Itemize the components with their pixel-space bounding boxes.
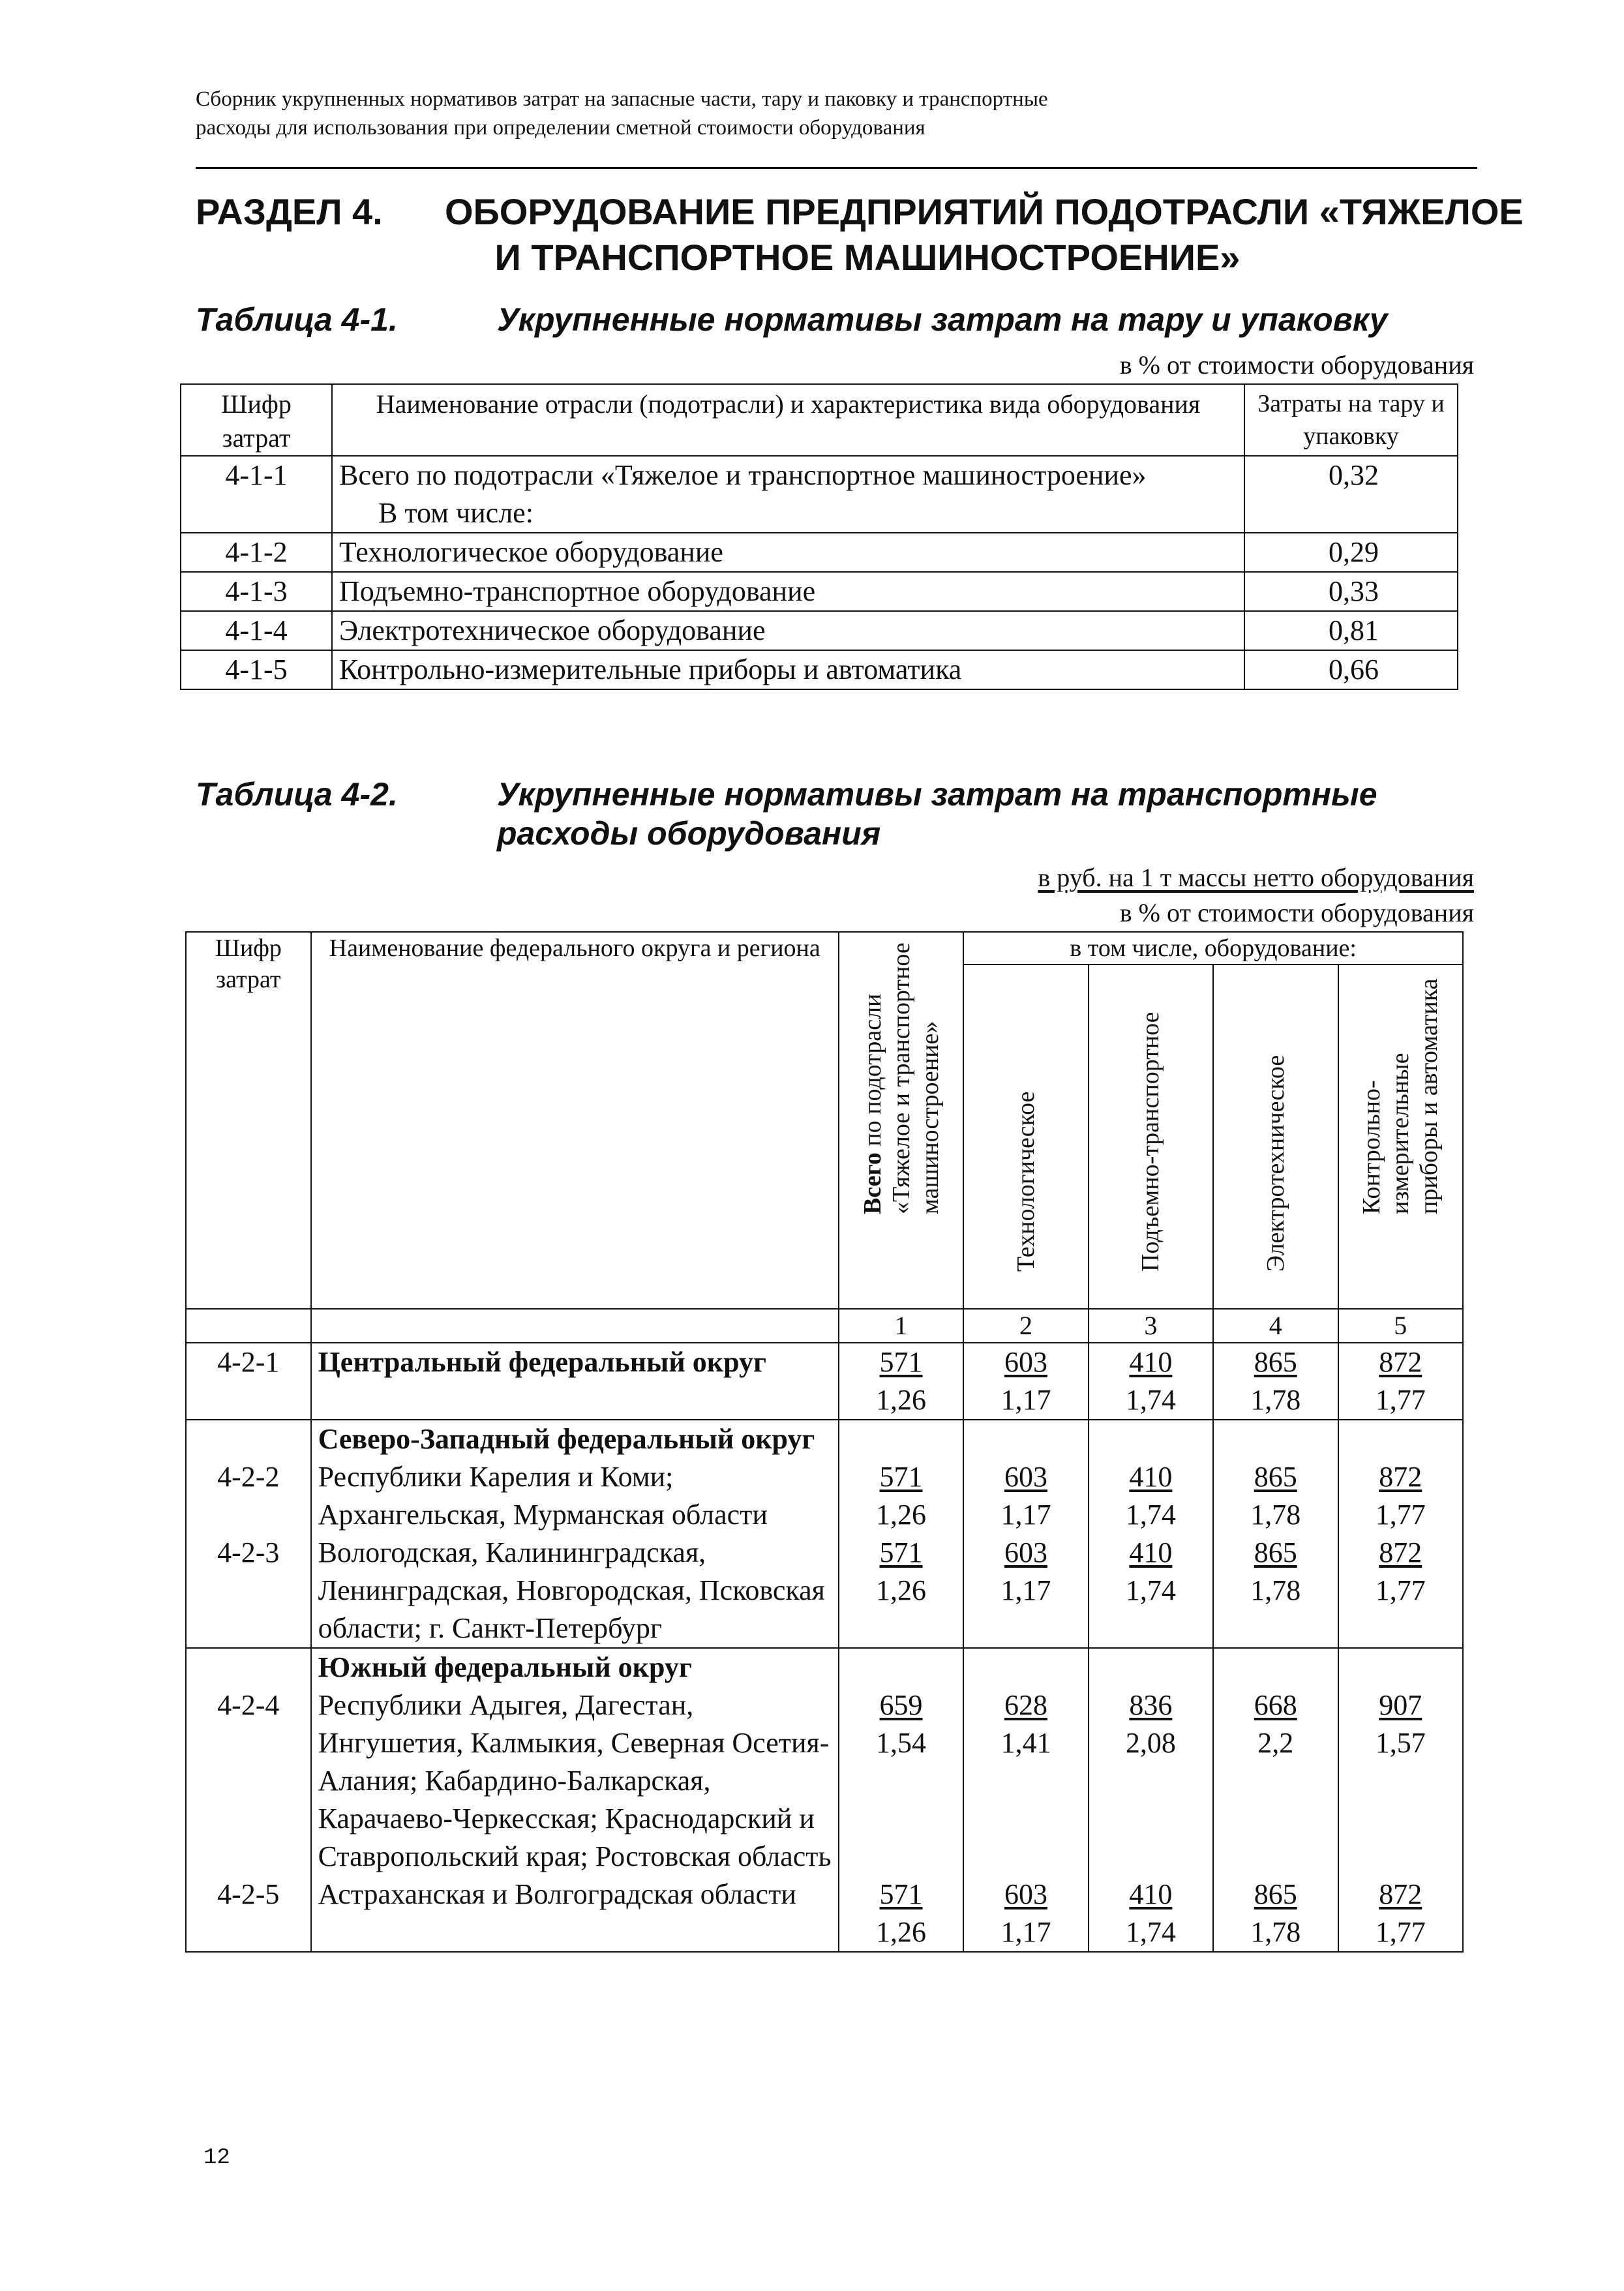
- value-percent: 1,41: [1000, 1727, 1051, 1759]
- header-col-line: приборы и автоматика: [1415, 978, 1443, 1214]
- table-row: [186, 1343, 1463, 1420]
- value-rub: 571: [879, 1536, 923, 1568]
- table1-unit: в % от стоимости оборудования: [1119, 350, 1474, 380]
- value-rub: 410: [1129, 1536, 1173, 1568]
- column-index-row: [186, 1309, 1463, 1343]
- cell-name: Подъемно-транспортное оборудование: [332, 572, 1244, 611]
- cell-value: 0,66: [1244, 650, 1458, 689]
- cell-lifting: [1089, 1534, 1213, 1648]
- blank-cell: [963, 1420, 1088, 1458]
- blank-cell: [963, 1648, 1088, 1686]
- value-rub: 836: [1129, 1689, 1173, 1721]
- value-rub: 659: [879, 1689, 923, 1721]
- value-rub: 865: [1254, 1346, 1297, 1378]
- value-percent: 1,78: [1250, 1916, 1301, 1948]
- header-total: [839, 932, 963, 1309]
- table-4-1: [180, 383, 1458, 690]
- cell-code: 4-1-5: [181, 650, 332, 689]
- table-row: [186, 1876, 1463, 1952]
- blank-cell: [1338, 1648, 1464, 1686]
- table-row: [186, 1458, 1463, 1534]
- header-value: Затраты на тару и упаковку: [1244, 384, 1458, 456]
- cell-electro: [1213, 1876, 1338, 1952]
- value-percent: 1,77: [1375, 1499, 1426, 1531]
- table-row: [181, 572, 1458, 611]
- cell-code: 4-2-3: [186, 1534, 311, 1648]
- value-percent: 1,74: [1125, 1499, 1176, 1531]
- value-rub: 872: [1379, 1461, 1422, 1493]
- blank-cell: [839, 1420, 963, 1458]
- cell-total: [839, 1876, 963, 1952]
- cell-electro: [1213, 1343, 1338, 1420]
- header-code: Шифр затрат: [186, 932, 311, 1309]
- value-percent: 1,74: [1125, 1916, 1176, 1948]
- cell-technological: [963, 1458, 1088, 1534]
- row-note: В том числе:: [378, 497, 534, 529]
- blank-cell: [1213, 1420, 1338, 1458]
- blank-cell: [1089, 1420, 1213, 1458]
- cell-district: Центральный федеральный округ: [311, 1343, 839, 1420]
- cell-electro: [1213, 1686, 1338, 1876]
- table2-caption: [196, 775, 1474, 853]
- cell-total: [839, 1686, 963, 1876]
- table-title-line: Укрупненные нормативы затрат на транспортные: [497, 776, 1377, 813]
- group-heading: Северо-Западный федеральный округ: [311, 1420, 839, 1458]
- cell-technological: [963, 1343, 1088, 1420]
- group-heading-row: [186, 1648, 1463, 1686]
- header-total-line: машиностроение»: [916, 1021, 944, 1214]
- cell-lifting: [1089, 1343, 1213, 1420]
- value-percent: 1,26: [876, 1384, 927, 1416]
- value-rub: 571: [879, 1878, 923, 1910]
- group-heading: Южный федеральный округ: [311, 1648, 839, 1686]
- cell-region: Астраханская и Волгоградская области: [311, 1876, 839, 1952]
- table-title: Укрупненные нормативы затрат на тару и упаковку: [497, 301, 1388, 338]
- value-rub: 865: [1254, 1461, 1297, 1493]
- cell-code: 4-2-1: [186, 1343, 311, 1420]
- blank-cell: [186, 1309, 311, 1343]
- table-title: [497, 775, 1475, 853]
- cell-code: 4-2-4: [186, 1686, 311, 1876]
- header-total-text: [858, 942, 944, 1214]
- blank-cell: [1089, 1648, 1213, 1686]
- value-percent: 1,77: [1375, 1574, 1426, 1606]
- cell-technological: [963, 1686, 1088, 1876]
- blank-cell: [311, 1309, 839, 1343]
- running-header-line: расходы для использования при определении сметной стоимости оборудования: [196, 116, 925, 140]
- value-percent: 1,17: [1000, 1384, 1051, 1416]
- value-rub: 410: [1129, 1346, 1173, 1378]
- cell-instrument: [1338, 1876, 1464, 1952]
- group-heading-row: [186, 1420, 1463, 1458]
- table-header-row: [181, 384, 1458, 456]
- value-rub: 603: [1004, 1346, 1047, 1378]
- cell-lifting: [1089, 1458, 1213, 1534]
- section-title-line: И ТРАНСПОРТНОЕ МАШИНОСТРОЕНИЕ»: [494, 237, 1241, 278]
- table-label: Таблица 4-2.: [196, 776, 398, 813]
- cell-lifting: [1089, 1686, 1213, 1876]
- value-rub: 907: [1379, 1689, 1422, 1721]
- header-divider: [196, 167, 1477, 169]
- header-including: в том числе, оборудование:: [963, 932, 1463, 965]
- value-percent: 1,26: [876, 1574, 927, 1606]
- value-rub: 668: [1254, 1689, 1297, 1721]
- value-percent: 1,74: [1125, 1574, 1176, 1606]
- value-rub: 865: [1254, 1536, 1297, 1568]
- cell-value: 0,33: [1244, 572, 1458, 611]
- value-percent: 1,78: [1250, 1499, 1301, 1531]
- value-percent: 1,78: [1250, 1574, 1301, 1606]
- cell-code: 4-2-5: [186, 1876, 311, 1952]
- cell-code: 4-1-2: [181, 533, 332, 572]
- cell-value: 0,29: [1244, 533, 1458, 572]
- cell-region: Вологодская, Калининградская, Ленинградская, Новгородская, Псковская области; г. Санкт-Петербург: [311, 1534, 839, 1648]
- value-percent: 1,26: [876, 1916, 927, 1948]
- row-name: Всего по подотрасли «Тяжелое и транспортное машиностроение»: [339, 459, 1147, 491]
- header-name: Наименование отрасли (подотрасли) и характеристика вида оборудования: [332, 384, 1244, 456]
- blank-cell: [839, 1648, 963, 1686]
- table1-caption: [196, 300, 1474, 339]
- header-electrotechnical: [1213, 965, 1338, 1309]
- header-total-line: «Тяжелое и транспортное: [887, 942, 915, 1214]
- table-4-2: [185, 931, 1464, 1953]
- header-total-rest: по подотрасли: [858, 993, 886, 1153]
- cell-name: [332, 456, 1244, 533]
- section-number: РАЗДЕЛ 4.: [196, 191, 383, 232]
- value-percent: 1,17: [1000, 1574, 1051, 1606]
- value-rub: 571: [879, 1346, 923, 1378]
- cell-instrument: [1338, 1343, 1464, 1420]
- value-rub: 603: [1004, 1461, 1047, 1493]
- header-technological: [963, 965, 1088, 1309]
- value-percent: 2,2: [1257, 1727, 1294, 1759]
- table-row: [181, 611, 1458, 650]
- table-row: [186, 1534, 1463, 1648]
- page-number: 12: [203, 2146, 230, 2170]
- value-percent: 1,17: [1000, 1499, 1051, 1531]
- cell-code: 4-1-4: [181, 611, 332, 650]
- cell-instrument: [1338, 1686, 1464, 1876]
- value-percent: 1,74: [1125, 1384, 1176, 1416]
- value-percent: 1,77: [1375, 1916, 1426, 1948]
- cell-region: Республики Карелия и Коми; Архангельская, Мурманская области: [311, 1458, 839, 1534]
- blank-cell: [1338, 1420, 1464, 1458]
- table-header-row: [186, 932, 1463, 965]
- table-row: [181, 456, 1458, 533]
- header-instrumentation: [1338, 965, 1464, 1309]
- value-percent: 1,77: [1375, 1384, 1426, 1416]
- cell-region: Республики Адыгея, Дагестан, Ингушетия, Калмыкия, Северная Осетия-Алания; Кабардино-Балкарская, Карачаево-Черкесская; Краснодарский и Ставропольский края; Ростовская область: [311, 1686, 839, 1876]
- value-percent: 1,17: [1000, 1916, 1051, 1948]
- cell-code: 4-1-1: [181, 456, 332, 533]
- header-col-text: [1357, 979, 1443, 1214]
- value-rub: 410: [1129, 1461, 1173, 1493]
- value-rub: 865: [1254, 1878, 1297, 1910]
- cell-name: Контрольно-измерительные приборы и автоматика: [332, 650, 1244, 689]
- value-rub: 603: [1004, 1878, 1047, 1910]
- cell-name: Технологическое оборудование: [332, 533, 1244, 572]
- value-rub: 872: [1379, 1536, 1422, 1568]
- blank-cell: [186, 1420, 311, 1458]
- header-col-line: измерительные: [1387, 1053, 1415, 1214]
- header-lifting-transport: [1089, 965, 1213, 1309]
- header-total-bold: Всего: [858, 1152, 886, 1214]
- table2-unit-percent: в % от стоимости оборудования: [1119, 898, 1474, 927]
- cell-total: [839, 1534, 963, 1648]
- cell-instrument: [1338, 1458, 1464, 1534]
- cell-value: 0,32: [1244, 456, 1458, 533]
- value-percent: 1,78: [1250, 1384, 1301, 1416]
- value-rub: 571: [879, 1461, 923, 1493]
- value-rub: 628: [1004, 1689, 1047, 1721]
- column-index: 1: [839, 1309, 963, 1343]
- column-index: 2: [963, 1309, 1088, 1343]
- cell-lifting: [1089, 1876, 1213, 1952]
- header-code: Шифр затрат: [181, 384, 332, 456]
- value-rub: 872: [1379, 1878, 1422, 1910]
- column-index: 4: [1213, 1309, 1338, 1343]
- cell-instrument: [1338, 1534, 1464, 1648]
- header-col-text: Подъемно-транспортное: [1137, 1011, 1165, 1272]
- blank-cell: [186, 1648, 311, 1686]
- header-col-line: Контрольно-: [1358, 1080, 1386, 1214]
- cell-electro: [1213, 1458, 1338, 1534]
- header-col-text: Электротехническое: [1261, 1055, 1289, 1272]
- cell-technological: [963, 1876, 1088, 1952]
- cell-total: [839, 1458, 963, 1534]
- value-percent: 1,26: [876, 1499, 927, 1531]
- header-col-text: Технологическое: [1012, 1091, 1040, 1272]
- section-title-line: ОБОРУДОВАНИЕ ПРЕДПРИЯТИЙ ПОДОТРАСЛИ «ТЯЖЕЛОЕ: [445, 191, 1524, 232]
- table2-unit-rub: в руб. на 1 т массы нетто оборудования: [1038, 863, 1474, 892]
- cell-total: [839, 1343, 963, 1420]
- value-percent: 1,54: [876, 1727, 927, 1759]
- value-rub: 410: [1129, 1878, 1173, 1910]
- value-percent: 1,57: [1375, 1727, 1426, 1759]
- cell-electro: [1213, 1534, 1338, 1648]
- cell-technological: [963, 1534, 1088, 1648]
- table-title-line: расходы оборудования: [497, 815, 881, 852]
- running-header-line: Сборник укрупненных нормативов затрат на запасные части, тару и паковку и транспортные: [196, 87, 1048, 111]
- value-percent: 2,08: [1125, 1727, 1176, 1759]
- column-index: 5: [1338, 1309, 1464, 1343]
- cell-value: 0,81: [1244, 611, 1458, 650]
- header-name: Наименование федерального округа и региона: [311, 932, 839, 1309]
- blank-cell: [1213, 1648, 1338, 1686]
- table-label: Таблица 4-1.: [196, 301, 398, 338]
- cell-code: 4-2-2: [186, 1458, 311, 1534]
- value-rub: 872: [1379, 1346, 1422, 1378]
- table-row: [181, 650, 1458, 689]
- cell-code: 4-1-3: [181, 572, 332, 611]
- table-row: [181, 533, 1458, 572]
- table-row: [186, 1686, 1463, 1876]
- value-rub: 603: [1004, 1536, 1047, 1568]
- cell-name: Электротехническое оборудование: [332, 611, 1244, 650]
- column-index: 3: [1089, 1309, 1213, 1343]
- running-header: [196, 85, 1500, 142]
